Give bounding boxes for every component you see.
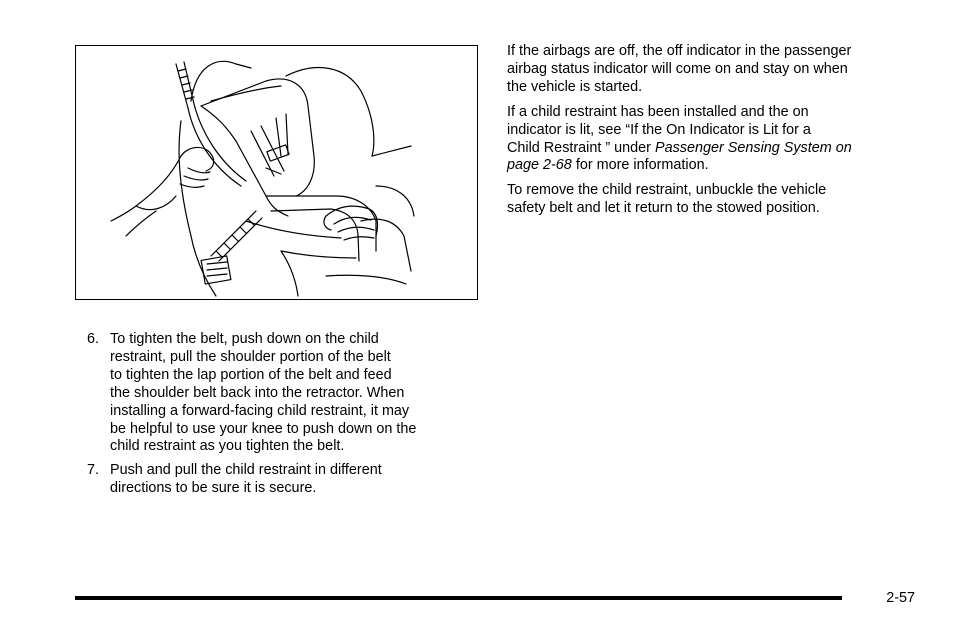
footer-rule xyxy=(75,596,842,600)
step-number: 7. xyxy=(87,462,100,479)
instruction-steps xyxy=(87,331,472,504)
child-restraint-illustration xyxy=(75,45,478,300)
cross-reference-link[interactable]: Passenger Sensing System on xyxy=(654,139,852,156)
paragraph-on-indicator: If a child restraint has been installed and the on indicator is lit, see “If the On Indicator is Lit for a Child Restraint ” under Passenger Sensing System on page 2-68 for more information. xyxy=(507,103,852,174)
page-number: 2-57 xyxy=(886,590,915,606)
cross-reference-page[interactable]: page 2-68 xyxy=(507,157,572,174)
step-6 xyxy=(87,331,472,456)
child-seat-belt-drawing xyxy=(76,46,479,301)
paragraph-airbags-off: If the airbags are off, the off indicator in the passenger airbag status indicator will come on and stay on when the vehicle is started. xyxy=(507,43,852,95)
step-text: Push and pull the child restraint in different directions to be sure it is secure. xyxy=(110,462,382,497)
paragraph-remove-restraint: To remove the child restraint, unbuckle the vehicle safety belt and let it return to the stowed position. xyxy=(507,182,827,217)
right-column-text xyxy=(507,43,907,225)
step-number: 6. xyxy=(87,331,100,347)
step-7 xyxy=(87,462,472,498)
step-text: To tighten the belt, push down on the child restraint, pull the shoulder portion of the belt to tighten the lap portion of the belt and feed the shoulder belt back into the retractor. When installing a forward-facing child restraint, it may be helpful to use your knee to push down on the child restraint as you tighten the belt. xyxy=(110,331,417,455)
